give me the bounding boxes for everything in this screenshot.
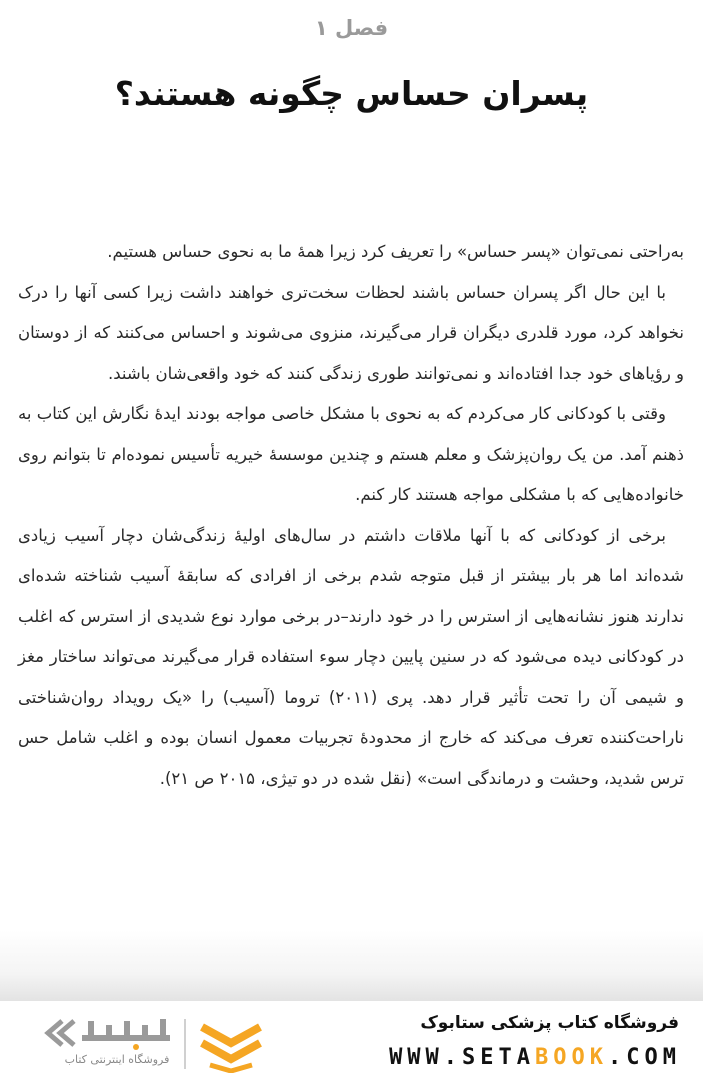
- book-chevron-icon: [196, 1021, 266, 1073]
- logo-divider: [184, 1019, 186, 1069]
- store-name: فروشگاه کتاب پزشکی ستابوک: [420, 1013, 679, 1033]
- paragraph: به‌راحتی نمی‌توان «پسر حساس» را تعریف کرد زیرا همهٔ ما به نحوی حساس هستیم.: [107, 242, 684, 261]
- logo-subtitle: فروشگاه اینترنتی کتاب: [64, 1053, 170, 1066]
- chapter-title: پسران حساس چگونه هستند؟: [114, 74, 589, 113]
- paragraph: وقتی با کودکانی کار می‌کردم که به نحوی با مشکل خاصی مواجه بودند ایدهٔ نگارش این کتاب به ذهنم آمد. من یک روان‌پزشک و معلم هستم و چندین موسسهٔ خیریه تأسیس نموده‌ام تا بتوانم روی خانواده‌هایی که با مشکلی مواجه هستند کار کنم.: [18, 404, 684, 504]
- url-suffix: .COM: [608, 1045, 681, 1070]
- url-accent: BOOK: [535, 1045, 609, 1070]
- paragraph: با این حال اگر پسران حساس باشند لحظات سخت‌تری خواهند داشت زیرا کسی آنها را درک نخواهد کرد، مورد قلدری دیگران قرار می‌گیرند، منزوی می‌شوند و احساس می‌کنند که از دوستان و رؤیاهای خود جدا افتاده‌اند و نمی‌توانند طوری زندگی کنند که خود واقعی‌شان باشند.: [18, 282, 684, 383]
- chapter-body: [18, 232, 684, 799]
- chapter-label: فصل ۱: [314, 16, 389, 40]
- page-fade-overlay: [0, 930, 703, 1000]
- setabook-wordmark-logo: [40, 1013, 180, 1053]
- store-url[interactable]: [389, 1045, 681, 1070]
- footer-banner: [0, 1000, 703, 1081]
- url-prefix: WWW.SETA: [389, 1045, 536, 1070]
- paragraph: برخی از کودکانی که با آنها ملاقات داشتم در سال‌های اولیهٔ زندگی‌شان دچار آسیب زیادی شده‌اند اما هر بار بیشتر از قبل متوجه شدم برخی از افرادی که سابقهٔ آسیب شناخته شده‌ای ندارند هنوز نشانه‌هایی از استرس را در خود دارند–در برخی موارد نوع شدیدی از استرس که اغلب در کودکانی دیده می‌شود که در سنین پایین دچار سوء استفاده قرار می‌گیرند می‌تواند ساختار مغز و شیمی آن را تحت تأثیر قرار دهد. پری (۲۰۱۱) تروما (آسیب) را «یک رویداد روان‌شناختی ناراحت‌کننده تعرف می‌کند که خارج از محدودهٔ تجربیات معمول انسان بوده و اغلب شامل حس ترس شدید، وحشت و درماندگی است» (نقل شده در دو تیژی، ۲۰۱۵ ص ۲۱).: [18, 525, 684, 788]
